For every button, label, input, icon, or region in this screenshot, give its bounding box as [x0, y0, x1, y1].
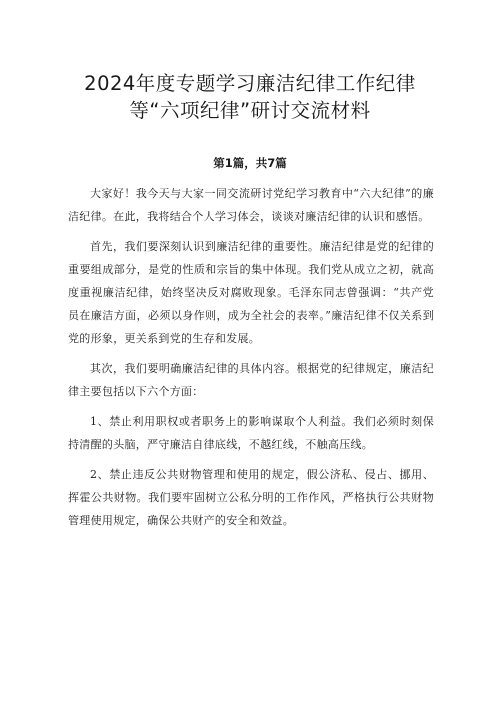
- paragraph: 1、禁止利用职权或者职务上的影响谋取个人利益。我们必须时刻保持清醒的头脑，严守廉洁自律底线，不越红线，不触高压线。: [68, 415, 434, 451]
- section-label: 第1篇，共7篇: [213, 156, 287, 170]
- paragraph: 其次，我们要明确廉洁纪律的具体内容。根据党的纪律规定，廉洁纪律主要包括以下六个方面：: [68, 362, 434, 398]
- document-body: [68, 182, 434, 539]
- paragraph: 大家好！我今天与大家一同交流研讨党纪学习教育中“六大纪律”的廉洁纪律。在此，我将结合个人学习体会，谈谈对廉洁纪律的认识和感悟。: [68, 187, 434, 223]
- document-title: 2024年度专题学习廉洁纪律工作纪律等“六项纪律”研讨交流材料: [84, 72, 416, 122]
- paragraph: 首先，我们要深刻认识到廉洁纪律的重要性。廉洁纪律是党的纪律的重要组成部分，是党的性质和宗旨的集中体现。我们党从成立之初，就高度重视廉洁纪律，始终坚决反对腐败现象。毛泽东同志曾强调：“共产党员在廉洁方面，必须以身作则，成为全社会的表率。”廉洁纪律不仅关系到党的形象，更关系到党的生存和发展。: [68, 240, 434, 345]
- paragraph: 2、禁止违反公共财物管理和使用的规定，假公济私、侵占、挪用、挥霍公共财物。我们要牢固树立公私分明的工作作风，严格执行公共财物管理使用规定，确保公共财产的安全和效益。: [68, 468, 434, 527]
